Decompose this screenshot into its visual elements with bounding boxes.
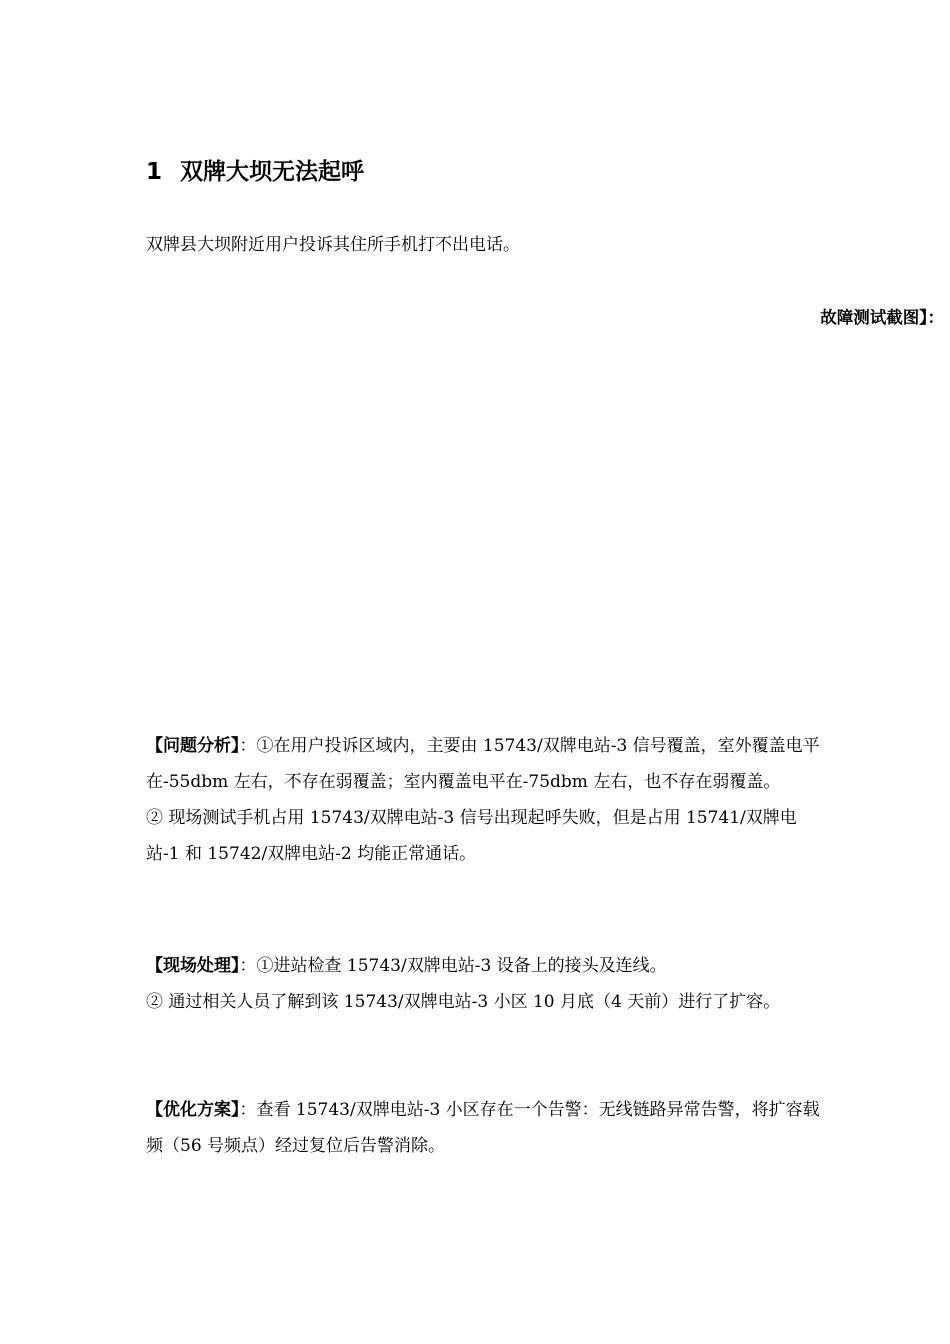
analysis-section xyxy=(146,728,826,872)
intro-paragraph: 双牌县大坝附近用户投诉其住所手机打不出电话。 xyxy=(146,235,520,255)
plan-paragraph-1 xyxy=(146,1092,826,1164)
analysis-text-1: ：①在用户投诉区域内，主要由 15743/双牌电站-3 信号覆盖，室外覆盖电平在-55dbm 左右，不存在弱覆盖；室内覆盖电平在-75dbm 左右，也不存在弱覆盖。 xyxy=(146,736,820,792)
analysis-paragraph-1 xyxy=(146,728,826,800)
plan-section xyxy=(146,1092,826,1164)
heading-number: 1 xyxy=(146,159,163,185)
onsite-label: 【现场处理】 xyxy=(146,956,240,976)
section-heading xyxy=(146,153,364,186)
onsite-section xyxy=(146,948,826,1020)
onsite-paragraph-1 xyxy=(146,948,826,984)
heading-title: 双牌大坝无法起呼 xyxy=(180,159,365,185)
figure-caption: 故障测试截图】： xyxy=(820,308,944,327)
analysis-paragraph-2: ② 现场测试手机占用 15743/双牌电站-3 信号出现起呼失败，但是占用 15741/双牌电站-1 和 15742/双牌电站-2 均能正常通话。 xyxy=(146,808,797,864)
onsite-paragraph-2: ② 通过相关人员了解到该 15743/双牌电站-3 小区 10 月底（4 天前）进行了扩容。 xyxy=(146,992,781,1012)
onsite-text-1: ：①进站检查 15743/双牌电站-3 设备上的接头及连线。 xyxy=(239,956,667,976)
analysis-label: 【问题分析】 xyxy=(146,736,240,756)
plan-text-1: ：查看 15743/双牌电站-3 小区存在一个告警：无线链路异常告警，将扩容载频（56 号频点）经过复位后告警消除。 xyxy=(146,1100,820,1156)
plan-label: 【优化方案】 xyxy=(146,1100,240,1120)
